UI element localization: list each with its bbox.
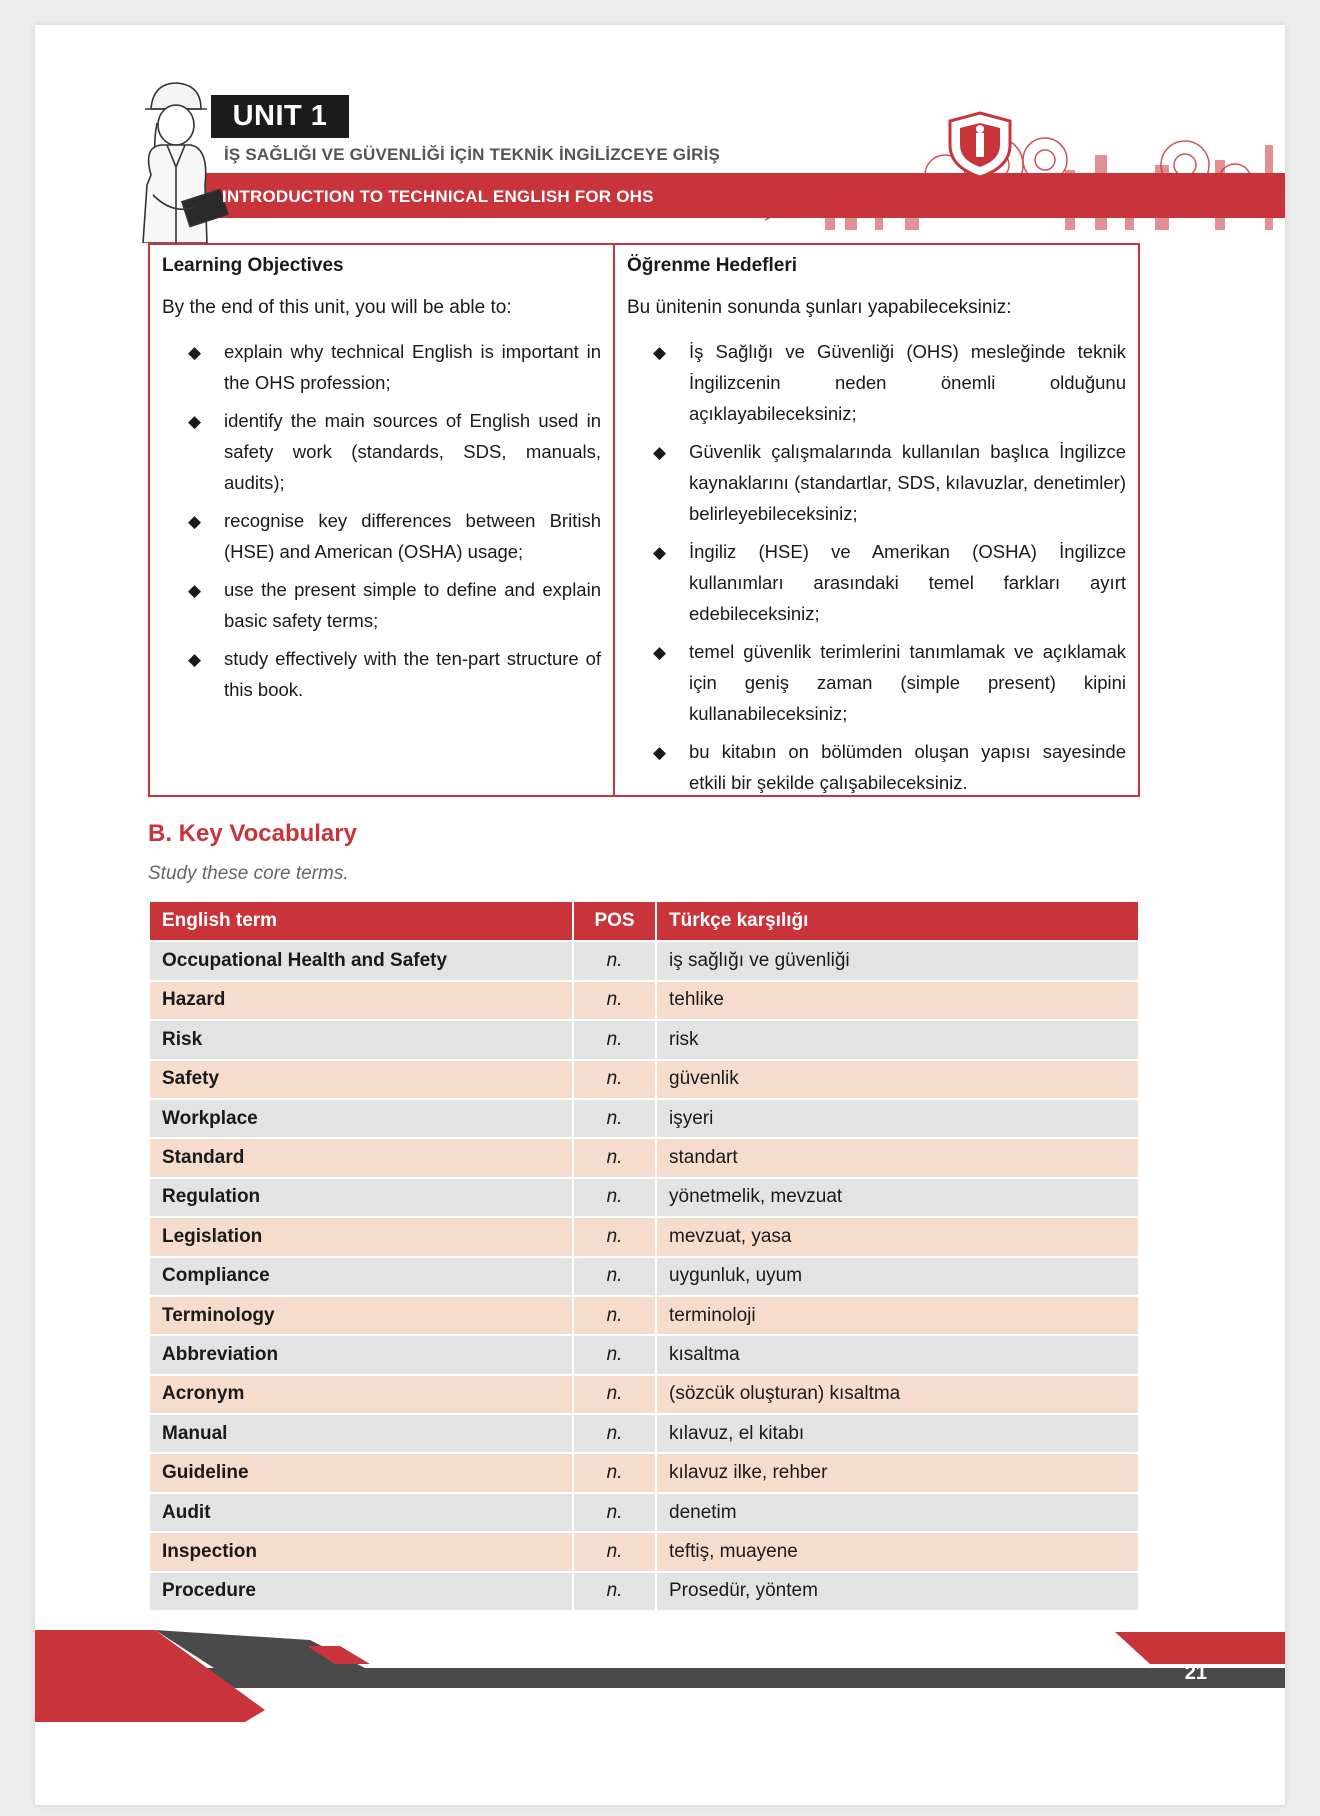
table-row [149,1257,1139,1296]
term-cell: Regulation [149,1178,573,1217]
term-cell: Acronym [149,1375,573,1414]
translation-cell: denetim [656,1493,1139,1532]
translation-cell: Prosedür, yöntem [656,1572,1139,1611]
translation-cell: kılavuz ilke, rehber [656,1453,1139,1492]
objective-item: ◆ bu kitabın on bölümden oluşan yapısı sayesinde etkili bir şekilde çalışabileceksiniz. [627,736,1126,798]
objectives-list-turkish [627,336,1126,798]
term-cell: Audit [149,1493,573,1532]
translation-cell: kılavuz, el kitabı [656,1414,1139,1453]
table-row [149,1572,1139,1611]
pos-cell: n. [573,1453,656,1492]
pos-cell: n. [573,1060,656,1099]
translation-cell: yönetmelik, mevzuat [656,1178,1139,1217]
term-cell: Guideline [149,1453,573,1492]
diamond-bullet-icon: ◆ [653,443,667,462]
objectives-heading-english: Learning Objectives [162,255,344,276]
pos-cell: n. [573,981,656,1020]
section-subtitle: Study these core terms. [148,863,349,884]
objective-item: ◆ identify the main sources of English used in safety work (standards, SDS, manuals, audits); [162,405,601,498]
book-page [35,25,1285,1805]
diamond-bullet-icon: ◆ [653,743,667,762]
diamond-bullet-icon: ◆ [188,581,202,600]
page-number: 21 [1184,1662,1207,1684]
translation-cell: risk [656,1020,1139,1059]
objectives-heading-turkish: Öğrenme Hedefleri [627,255,797,276]
pos-cell: n. [573,1257,656,1296]
objective-item: ◆ İş Sağlığı ve Güvenliği (OHS) mesleğinde teknik İngilizcenin neden önemli olduğunu açıklayabileceksiniz; [627,336,1126,429]
table-row [149,1296,1139,1335]
column-header-english: English term [149,902,573,941]
pos-cell: n. [573,1375,656,1414]
column-header-turkish: Türkçe karşılığı [656,902,1139,941]
table-header-row [149,902,1139,941]
pos-cell: n. [573,1414,656,1453]
pos-cell: n. [573,1493,656,1532]
term-cell: Terminology [149,1296,573,1335]
pos-cell: n. [573,1217,656,1256]
diamond-bullet-icon: ◆ [188,650,202,669]
table-row [149,1178,1139,1217]
diamond-bullet-icon: ◆ [188,412,202,431]
table-row [149,1532,1139,1571]
term-cell: Standard [149,1138,573,1177]
unit-header [35,25,1285,225]
translation-cell: mevzuat, yasa [656,1217,1139,1256]
pos-cell: n. [573,1335,656,1374]
pos-cell: n. [573,1099,656,1138]
table-row [149,1060,1139,1099]
vocabulary-table [148,902,1140,1612]
pos-cell: n. [573,1572,656,1611]
objectives-intro-turkish: Bu ünitenin sonunda şunları yapabileceksiniz: [627,297,1012,318]
term-cell: Risk [149,1020,573,1059]
translation-cell: terminoloji [656,1296,1139,1335]
table-row [149,1375,1139,1414]
translation-cell: tehlike [656,981,1139,1020]
pos-cell: n. [573,1296,656,1335]
term-cell: Hazard [149,981,573,1020]
term-cell: Workplace [149,1099,573,1138]
term-cell: Abbreviation [149,1335,573,1374]
objective-item: ◆ explain why technical English is important in the OHS profession; [162,336,601,398]
objective-item: ◆ recognise key differences between British (HSE) and American (OSHA) usage; [162,505,601,567]
learning-objectives-box [148,243,1140,797]
diamond-bullet-icon: ◆ [188,343,202,362]
objective-item: ◆ use the present simple to define and explain basic safety terms; [162,574,601,636]
term-cell: Compliance [149,1257,573,1296]
unit-title-turkish: İŞ SAĞLIĞI VE GÜVENLİĞİ İÇİN TEKNİK İNGİLİZCEYE GİRİŞ [224,145,721,164]
column-header-pos: POS [573,902,656,941]
translation-cell: iş sağlığı ve güvenliği [656,941,1139,980]
table-row [149,1099,1139,1138]
table-row [149,941,1139,980]
industrial-skyline-illustration [765,105,1285,245]
term-cell: Inspection [149,1532,573,1571]
table-row [149,1453,1139,1492]
unit-label: UNIT 1 [211,95,349,138]
translation-cell: güvenlik [656,1060,1139,1099]
objective-item: ◆ Güvenlik çalışmalarında kullanılan başlıca İngilizce kaynaklarını (standartlar, SDS, kılavuzlar, denetimler) belirleyebileceksiniz; [627,436,1126,529]
objectives-list-english [162,336,601,705]
table-row [149,1493,1139,1532]
translation-cell: teftiş, muayene [656,1532,1139,1571]
translation-cell: işyeri [656,1099,1139,1138]
term-cell: Manual [149,1414,573,1453]
diamond-bullet-icon: ◆ [653,643,667,662]
translation-cell: uygunluk, uyum [656,1257,1139,1296]
translation-cell: standart [656,1138,1139,1177]
table-row [149,981,1139,1020]
table-row [149,1020,1139,1059]
vocabulary-table-body [149,941,1139,1611]
term-cell: Occupational Health and Safety [149,941,573,980]
pos-cell: n. [573,1020,656,1059]
pos-cell: n. [573,1178,656,1217]
term-cell: Legislation [149,1217,573,1256]
unit-title-english: INTRODUCTION TO TECHNICAL ENGLISH FOR OHS [222,187,654,206]
translation-cell: kısaltma [656,1335,1139,1374]
term-cell: Safety [149,1060,573,1099]
pos-cell: n. [573,1138,656,1177]
pos-cell: n. [573,941,656,980]
diamond-bullet-icon: ◆ [653,343,667,362]
objective-item: ◆ temel güvenlik terimlerini tanımlamak ve açıklamak için geniş zaman (simple present) kipini kullanabileceksiniz; [627,636,1126,729]
objectives-intro-english: By the end of this unit, you will be able to: [162,297,512,318]
diamond-bullet-icon: ◆ [653,543,667,562]
diamond-bullet-icon: ◆ [188,512,202,531]
objective-item: ◆ İngiliz (HSE) ve Amerikan (OSHA) İngilizce kullanımları arasındaki temel farkları ayırt edebileceksiniz; [627,536,1126,629]
authors-credit: Hakan Erdoğan - Muhammed Nurullah Acar [749,1694,1140,1715]
objective-item: ◆ study effectively with the ten-part structure of this book. [162,643,601,705]
table-row [149,1414,1139,1453]
term-cell: Procedure [149,1572,573,1611]
pos-cell: n. [573,1532,656,1571]
table-row [149,1217,1139,1256]
table-row [149,1335,1139,1374]
objectives-turkish-column [615,245,1138,795]
table-row [149,1138,1139,1177]
section-heading: B. Key Vocabulary [148,820,357,847]
objectives-english-column [150,245,615,795]
translation-cell: (sözcük oluşturan) kısaltma [656,1375,1139,1414]
